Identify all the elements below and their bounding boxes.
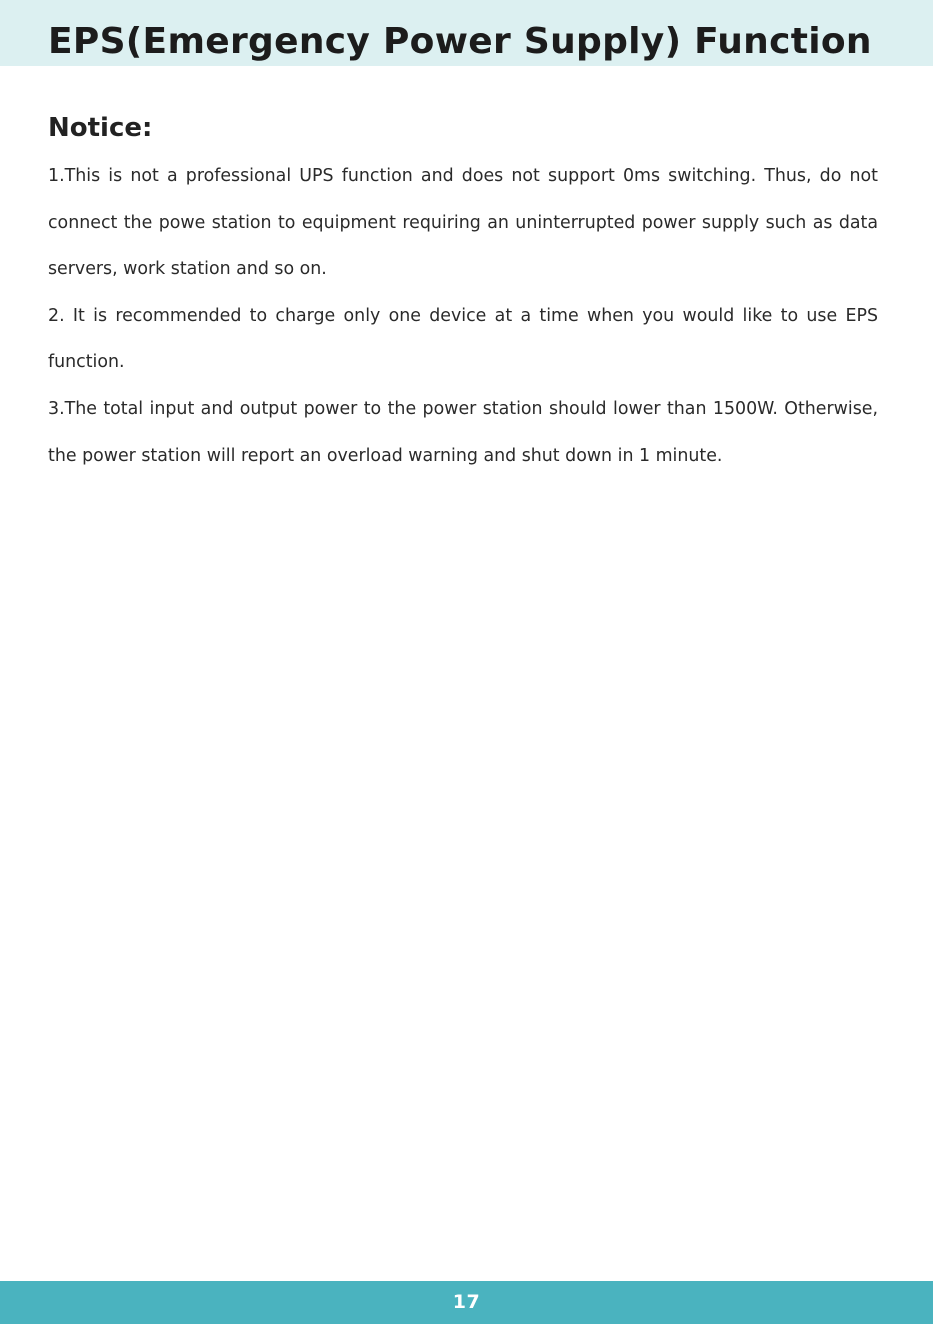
notice-item-3: 3.The total input and output power to the power station should lower than 1500W. Otherwise, the power station will report an overload warning and shut down in 1 minute. (48, 398, 878, 466)
notice-item-2: 2. It is recommended to charge only one device at a time when you would like to use EPS function. (48, 305, 878, 373)
page-title: EPS(Emergency Power Supply) Function (48, 21, 872, 62)
notice-item-1: 1.This is not a professional UPS function and does not support 0ms switching. Thus, do not connect the powe station to equipment requiring an uninterrupted power supply such as data servers, work station and so on. (48, 166, 878, 280)
footer-band (0, 1281, 933, 1324)
header-band (0, 0, 933, 66)
page-number: 17 (452, 1291, 481, 1313)
notice-heading: Notice: (48, 113, 153, 143)
notice-list (48, 153, 878, 479)
